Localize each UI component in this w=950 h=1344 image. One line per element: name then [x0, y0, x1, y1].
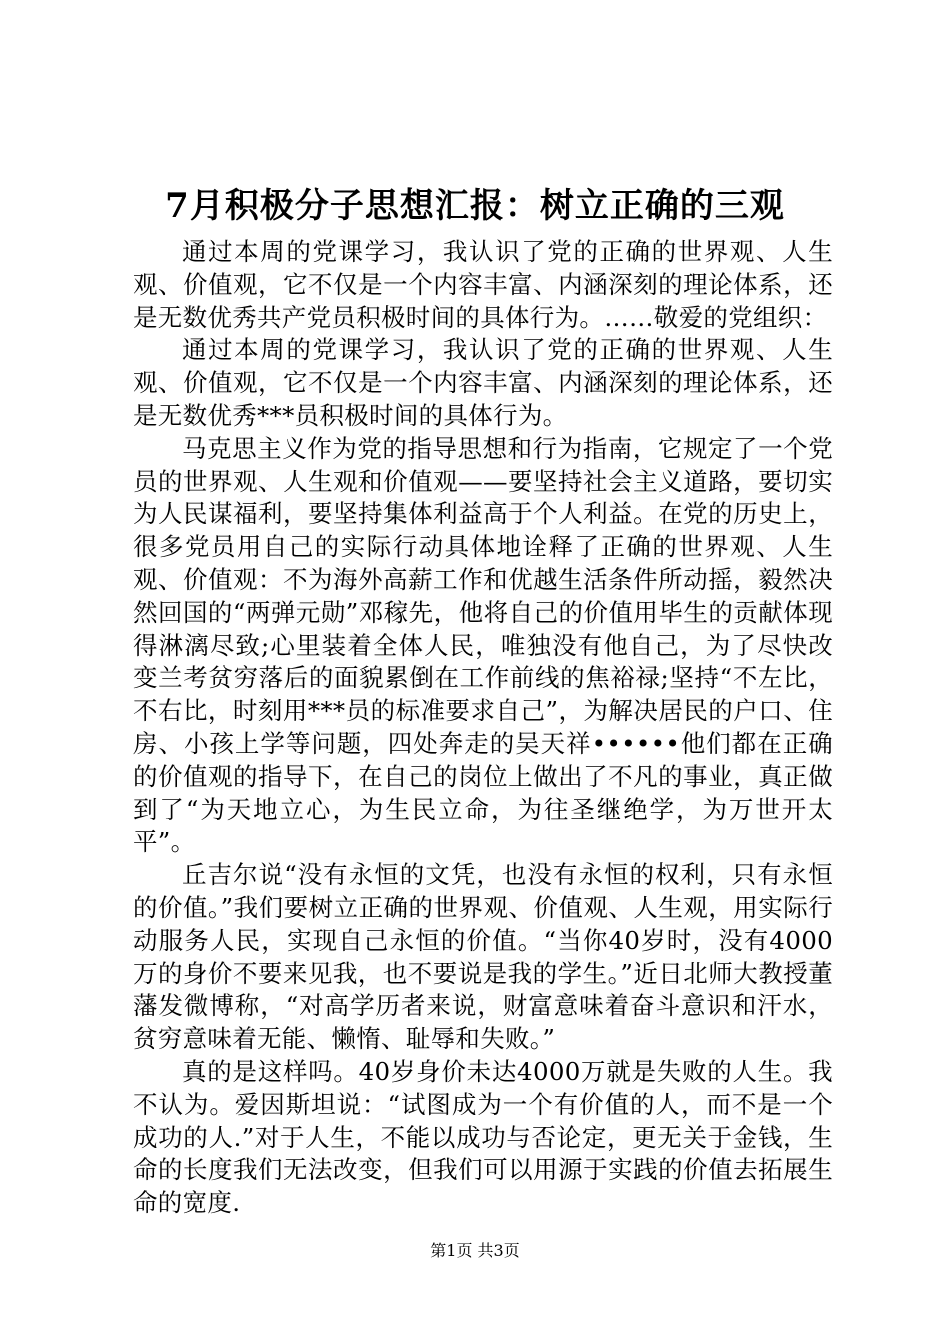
paragraph-5: 真的是这样吗。40岁身价未达4000万就是失败的人生。我不认为。爱因斯坦说：“试图成为一个有价值的人，而不是一个成功的人.”对于人生，不能以成功与否论定，更无关于金钱，生命的长度我们无法改变，但我们可以用源于实践的价值去拓展生命的宽度. [133, 1056, 833, 1218]
page-number-footer: 第1页 共3页 [430, 1241, 520, 1260]
paragraph-3: 马克思主义作为党的指导思想和行为指南，它规定了一个党员的世界观、人生观和价值观——要坚持社会主义道路，要切实为人民谋福利，要坚持集体利益高于个人利益。在党的历史上，很多党员用自己的实际行动具体地诠释了正确的世界观、人生观、价值观：不为海外高薪工作和优越生活条件所动摇，毅然决然回国的“两弹元勋”邓稼先，他将自己的价值用毕生的贡献体现得淋漓尽致;心里装着全体人民，唯独没有他自己，为了尽快改变兰考贫穷落后的面貌累倒在工作前线的焦裕禄;坚持“不左比，不右比，时刻用***员的标准要求自己”，为解决居民的户口、住房、小孩上学等问题，四处奔走的吴天祥••••••他们都在正确的价值观的指导下，在自己的岗位上做出了不凡的事业，真正做到了“为天地立心，为生民立命，为往圣继绝学，为万世开太平”。 [133, 433, 833, 857]
document-title: 7月积极分子思想汇报：树立正确的三观 [165, 186, 785, 226]
paragraph-2: 通过本周的党课学习，我认识了党的正确的世界观、人生观、价值观，它不仅是一个内容丰富、内涵深刻的理论体系，还是无数优秀***员积极时间的具体行为。 [133, 335, 833, 430]
paragraph-4: 丘吉尔说“没有永恒的文凭，也没有永恒的权利，只有永恒的价值。”我们要树立正确的世界观、价值观、人生观，用实际行动服务人民，实现自己永恒的价值。“当你40岁时，没有4000万的身价不要来见我，也不要说是我的学生。”近日北师大教授董藩发微博称，“对高学历者来说，财富意味着奋斗意识和汗水，贫穷意味着无能、懒惰、耻辱和失败。” [133, 860, 833, 1054]
paragraph-1: 通过本周的党课学习，我认识了党的正确的世界观、人生观、价值观，它不仅是一个内容丰富、内涵深刻的理论体系，还是无数优秀共产党员积极时间的具体行为。……敬爱的党组织： [133, 237, 833, 332]
document-body [133, 236, 833, 1220]
